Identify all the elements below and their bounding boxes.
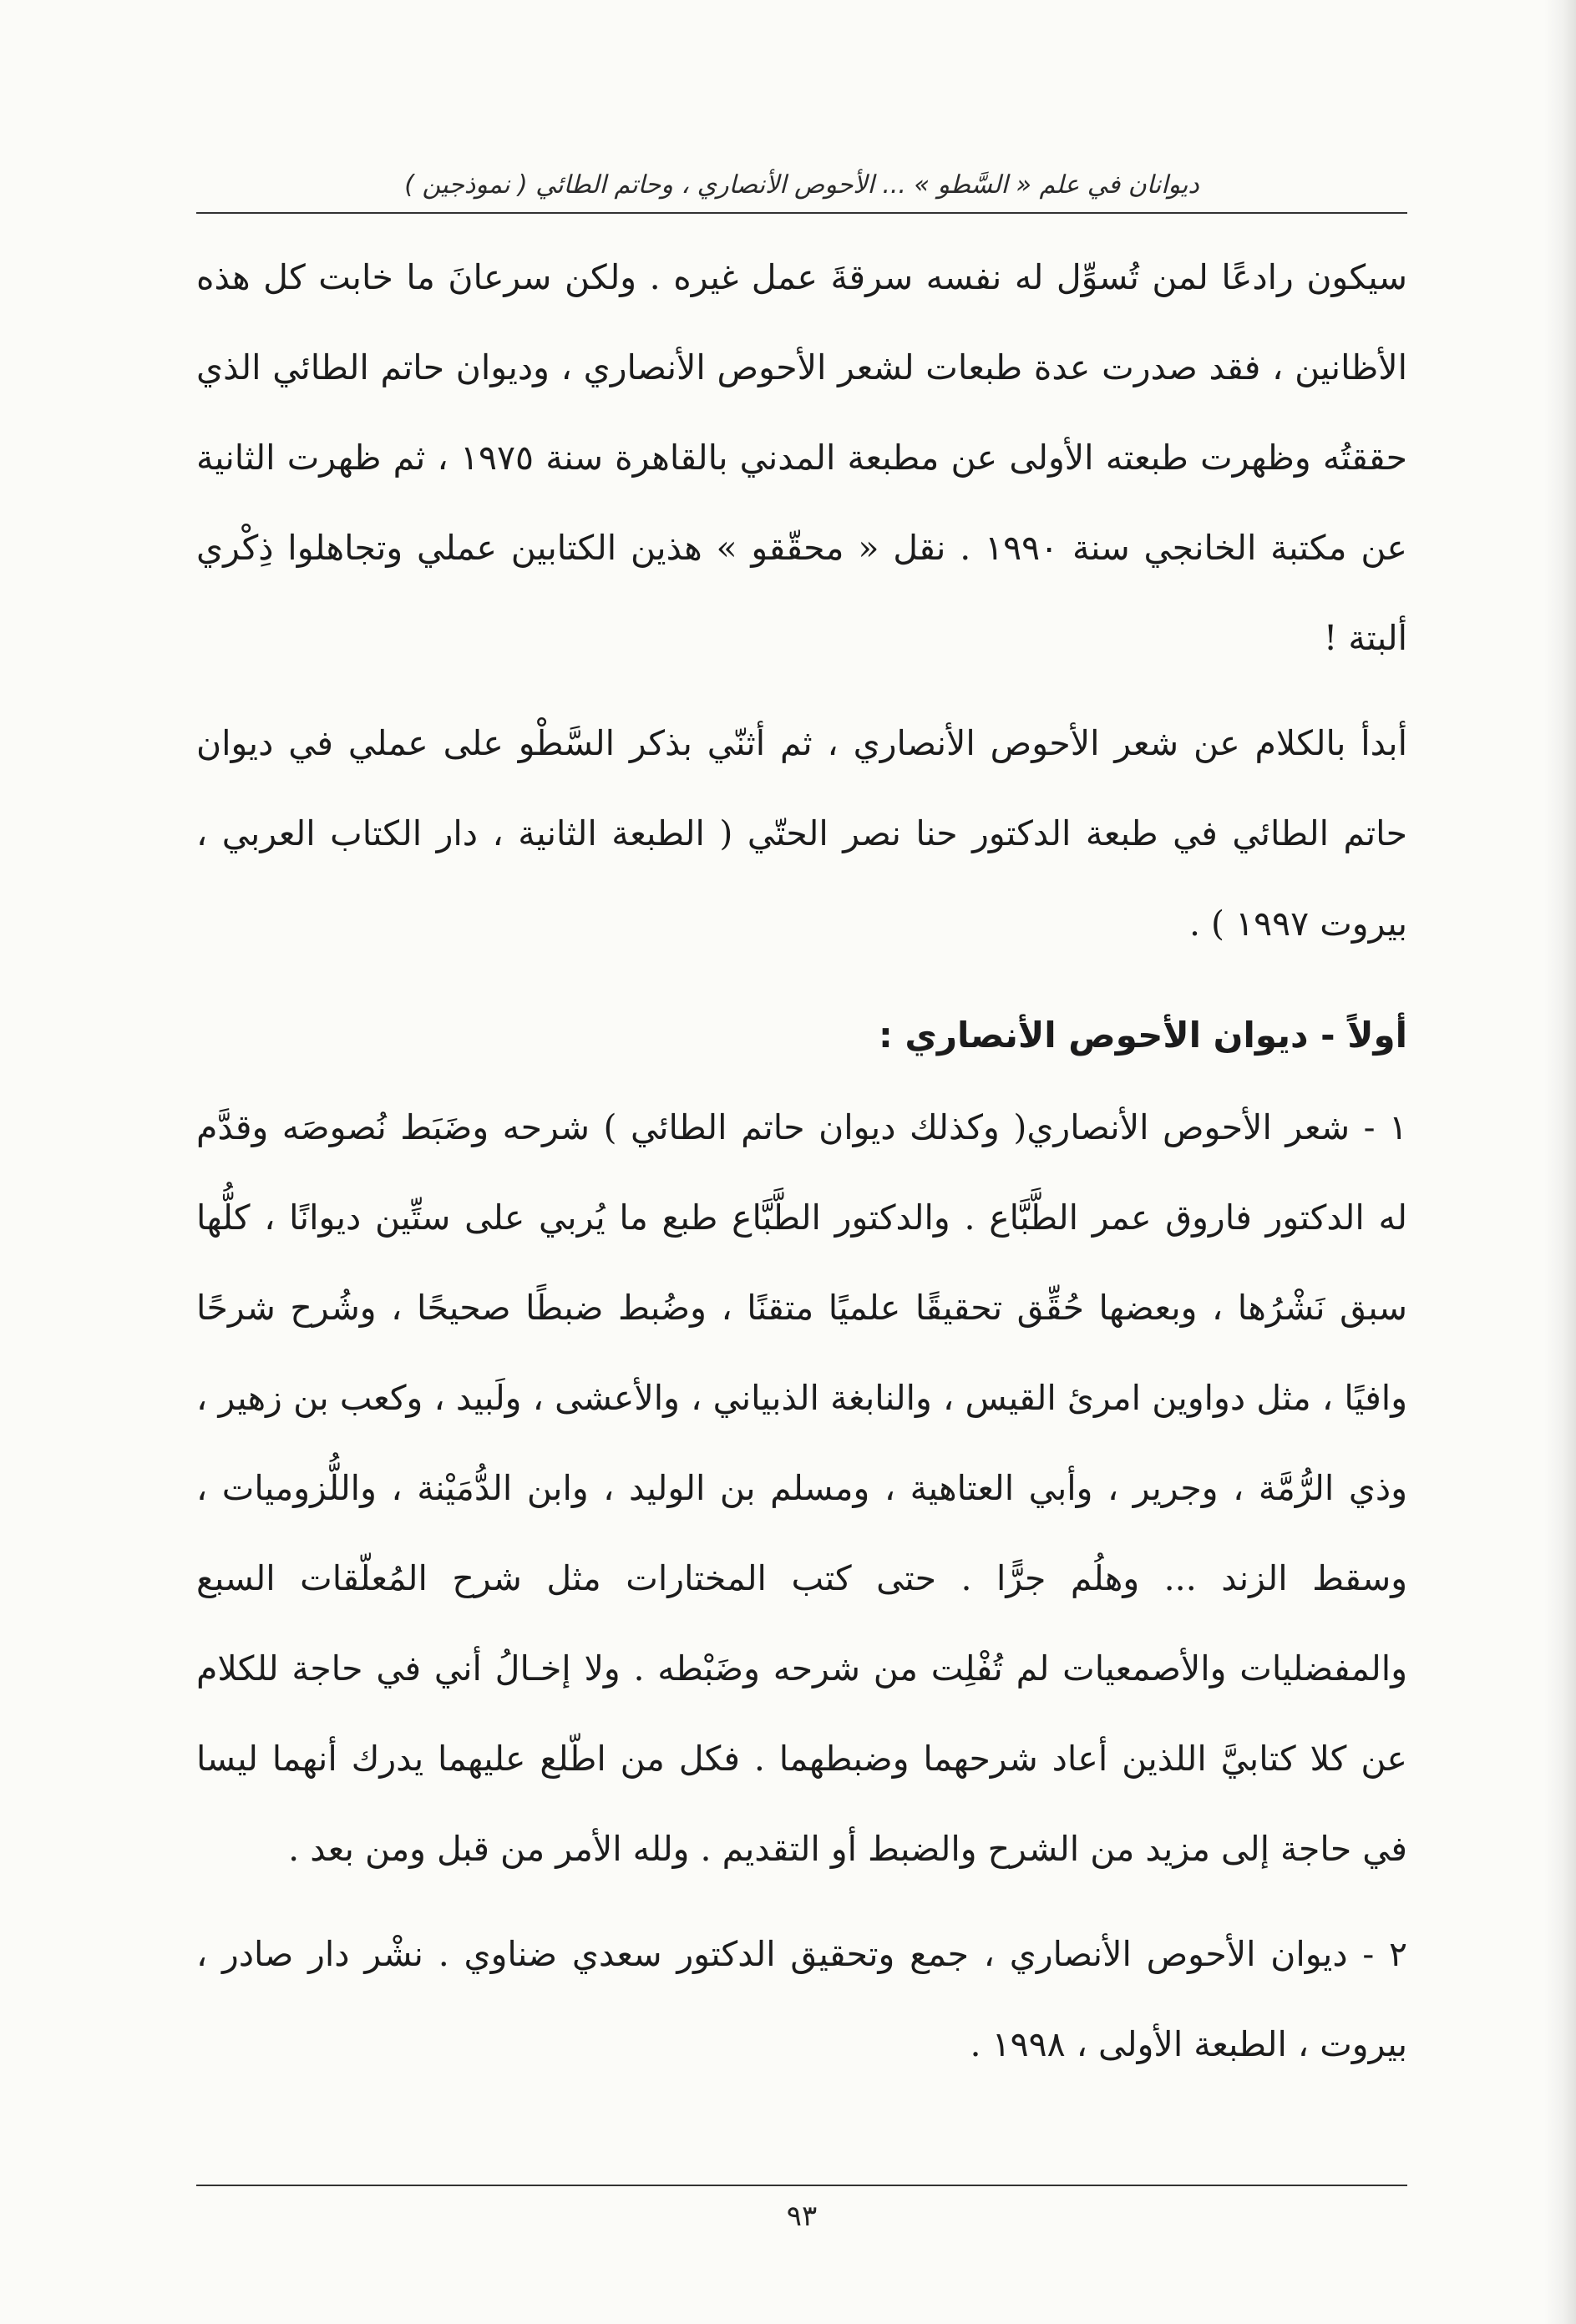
section-heading: أولاً - ديوان الأحوص الأنصاري : <box>878 1015 1407 1056</box>
paragraph-plan: أبدأ بالكلام عن شعر الأحوص الأنصاري ، ثم أثنّي بذكر السَّطْو على عملي في ديوان حاتم الطائي في طبعة الدكتور حنا نصر الحتّي ( الطبعة الثانية ، دار الكتاب العربي ، بيروت ١٩٩٧ ) . <box>196 723 1407 944</box>
scan-edge-shadow <box>1544 0 1576 2324</box>
paragraph-intro-continuation: سيكون رادعًا لمن تُسوِّل له نفسه سرقةَ عمل غيره . ولكن سرعانَ ما خابت كل هذه الأظانين ، فقد صدرت عدة طبعات لشعر الأحوص الأنصاري ، وديوان حاتم الطائي الذي حققتُه وظهرت طبعته الأولى عن مطبعة المدني بالقاهرة سنة ١٩٧٥ ، ثم ظهرت الثانية عن مكتبة الخانجي سنة ١٩٩٠ . نقل « محقّقو » هذين الكتابين عملي وتجاهلوا ذِكْري ألبتة ! <box>196 257 1407 658</box>
header-rule <box>196 212 1407 214</box>
page-number: ٩٣ <box>786 2200 818 2233</box>
footer-rule <box>196 2185 1407 2186</box>
running-header: ديوانان في علم « السَّطو » ... الأحوص الأنصاري ، وحاتم الطائي ( نموذجين ) <box>404 170 1199 200</box>
book-page <box>196 167 1407 2233</box>
paragraph-item-2: ٢ - ديوان الأحوص الأنصاري ، جمع وتحقيق الدكتور سعدي ضناوي . نشْر دار صادر ، بيروت ، الطبعة الأولى ، ١٩٩٨ . <box>196 1934 1407 2064</box>
paragraph-item-1: ١ - شعر الأحوص الأنصاري( وكذلك ديوان حاتم الطائي ) شرحه وضَبَط نُصوصَه وقدَّم له الدكتور فاروق عمر الطَّبَّاع . والدكتور الطَّبَّاع طبع ما يُربي على ستِّين ديوانًا ، كلُّها سبق نَشْرُها ، وبعضها حُقِّق تحقيقًا علميًا متقنًا ، وضُبط ضبطًا صحيحًا ، وشُرح شرحًا وافيًا ، مثل دواوين امرئ القيس ، والنابغة الذبياني ، والأعشى ، ولَبيد ، وكعب بن زهير ، وذي الرُّمَّة ، وجرير ، وأبي العتاهية ، ومسلم بن الوليد ، وابن الدُّمَيْنة ، واللُّزوميات ، وسقط الزند ... وهلُم جرًّا . حتى كتب المختارات مثل شرح المُعلّقات السبع والمفضليات والأصمعيات لم تُفْلِت من شرحه وضَبْطه . ولا إخـالُ أني في حاجة للكلام عن كلا كتابيَّ اللذين أعاد شرحهما وضبطهما . فكل من اطّلع عليهما يدرك أنهما ليسا في حاجة إلى مزيد من الشرح والضبط أو التقديم . ولله الأمر من قبل ومن بعد . <box>196 1107 1407 1869</box>
